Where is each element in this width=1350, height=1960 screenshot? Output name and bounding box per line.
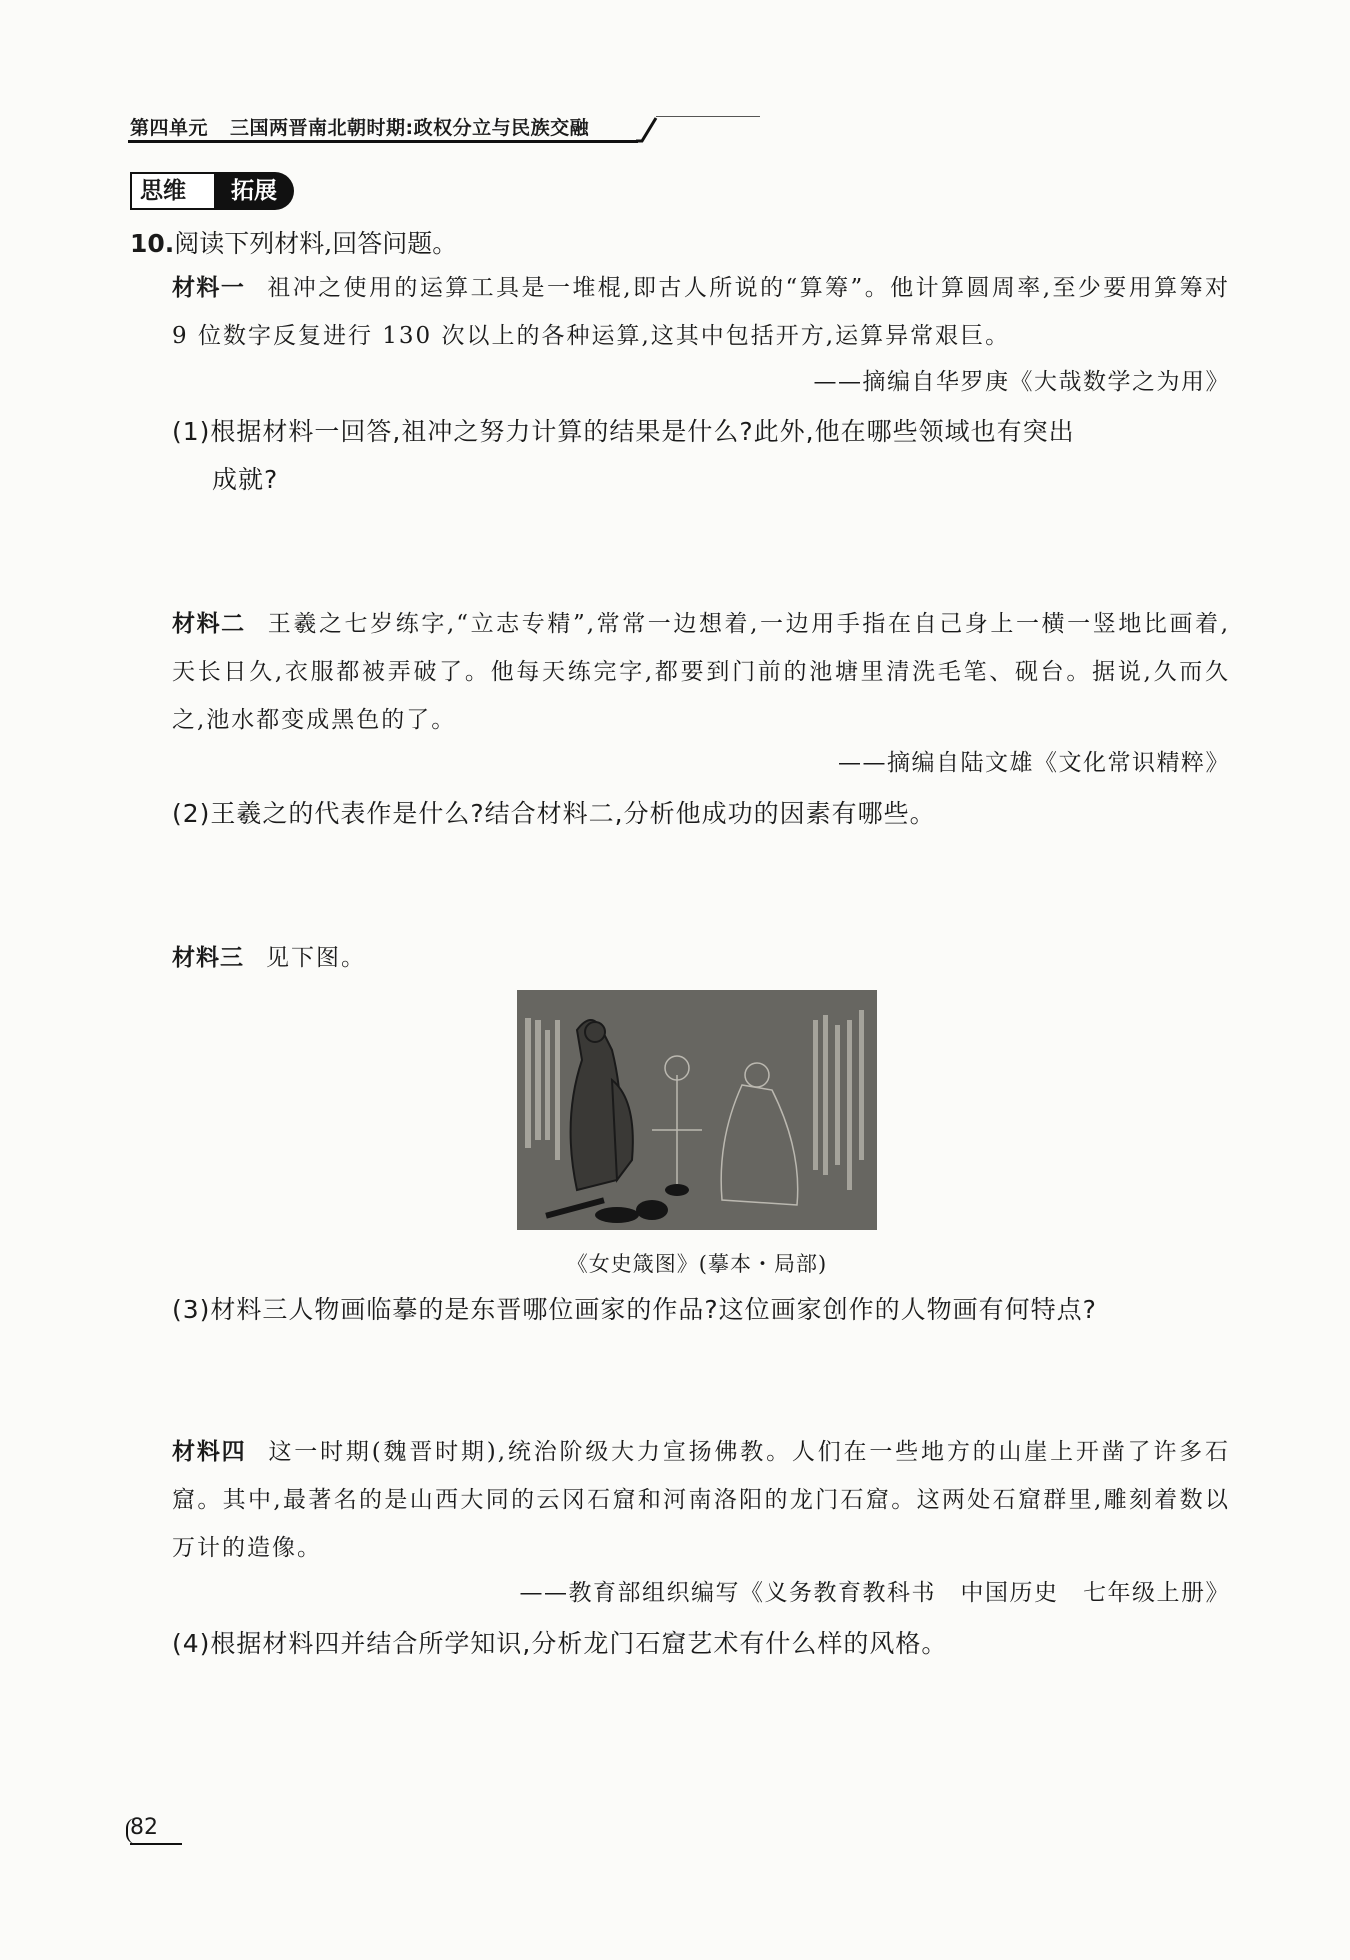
sub-question-1	[172, 408, 1230, 504]
header-rule	[128, 140, 638, 143]
material-label: 材料二	[172, 611, 246, 637]
material-source: ——教育部组织编写《义务教育教科书 中国历史 七年级上册》	[519, 1580, 1230, 1606]
material-2	[172, 600, 1230, 744]
unit-title: 三国两晋南北朝时期:政权分立与民族交融	[230, 117, 590, 139]
material-label: 材料四	[172, 1439, 247, 1465]
material-1	[172, 264, 1230, 360]
header-thin-rule	[656, 116, 760, 117]
sub-question-4	[172, 1620, 1230, 1668]
sub-question-text: (3)材料三人物画临摹的是东晋哪位画家的作品?这位画家创作的人物画有何特点?	[172, 1295, 1097, 1324]
question-prompt	[130, 224, 457, 260]
unit-label: 第四单元	[130, 117, 209, 139]
page-number-rule	[130, 1843, 182, 1845]
material-text: 王羲之七岁练字,“立志专精”,常常一边想着,一边用手指在自己身上一横一竖地比画着,天长日久,衣服都被弄破了。他每天练完字,都要到门前的池塘里清洗毛笔、砚台。据说,久而久之,池水都变成黑色的了。	[172, 611, 1231, 733]
painting-caption: 《女史箴图》(摹本・局部)	[566, 1252, 828, 1276]
material-label: 材料一	[172, 275, 246, 301]
question-text: 阅读下列材料,回答问题。	[174, 229, 458, 258]
sub-question-2	[172, 790, 1230, 838]
badge-right: 拓展	[214, 172, 294, 210]
material-3	[172, 934, 1230, 982]
sub-question-3	[172, 1286, 1230, 1334]
sub-question-text: (2)王羲之的代表作是什么?结合材料二,分析他成功的因素有哪些。	[172, 799, 936, 828]
unit-header	[130, 113, 589, 140]
question-number: 10.	[130, 229, 175, 258]
painting-image	[517, 990, 877, 1230]
material-text: 见下图。	[266, 945, 366, 971]
sub-question-text: (4)根据材料四并结合所学知识,分析龙门石窟艺术有什么样的风格。	[172, 1629, 948, 1658]
material-4	[172, 1428, 1230, 1572]
header-slant-decoration	[636, 116, 658, 143]
section-badge	[130, 172, 292, 210]
material-source: ——摘编自陆文雄《文化常识精粹》	[838, 750, 1230, 776]
material-text: 这一时期(魏晋时期),统治阶级大力宣扬佛教。人们在一些地方的山崖上开凿了许多石窟。其中,最著名的是山西大同的云冈石窟和河南洛阳的龙门石窟。这两处石窟群里,雕刻着数以万计的造像。	[172, 1439, 1231, 1561]
material-source: ——摘编自华罗庚《大哉数学之为用》	[813, 369, 1230, 395]
badge-left: 思维	[130, 172, 224, 210]
material-text: 祖冲之使用的运算工具是一堆棍,即古人所说的“算筹”。他计算圆周率,至少要用算筹对 9 位数字反复进行 130 次以上的各种运算,这其中包括开方,运算异常艰巨。	[172, 275, 1231, 349]
material-label: 材料三	[172, 945, 244, 971]
sub-question-text: (1)根据材料一回答,祖冲之努力计算的结果是什么?此外,他在哪些领域也有突出	[172, 417, 1075, 446]
page-number: 82	[130, 1815, 158, 1840]
sub-question-cont: 成就?	[212, 465, 279, 494]
